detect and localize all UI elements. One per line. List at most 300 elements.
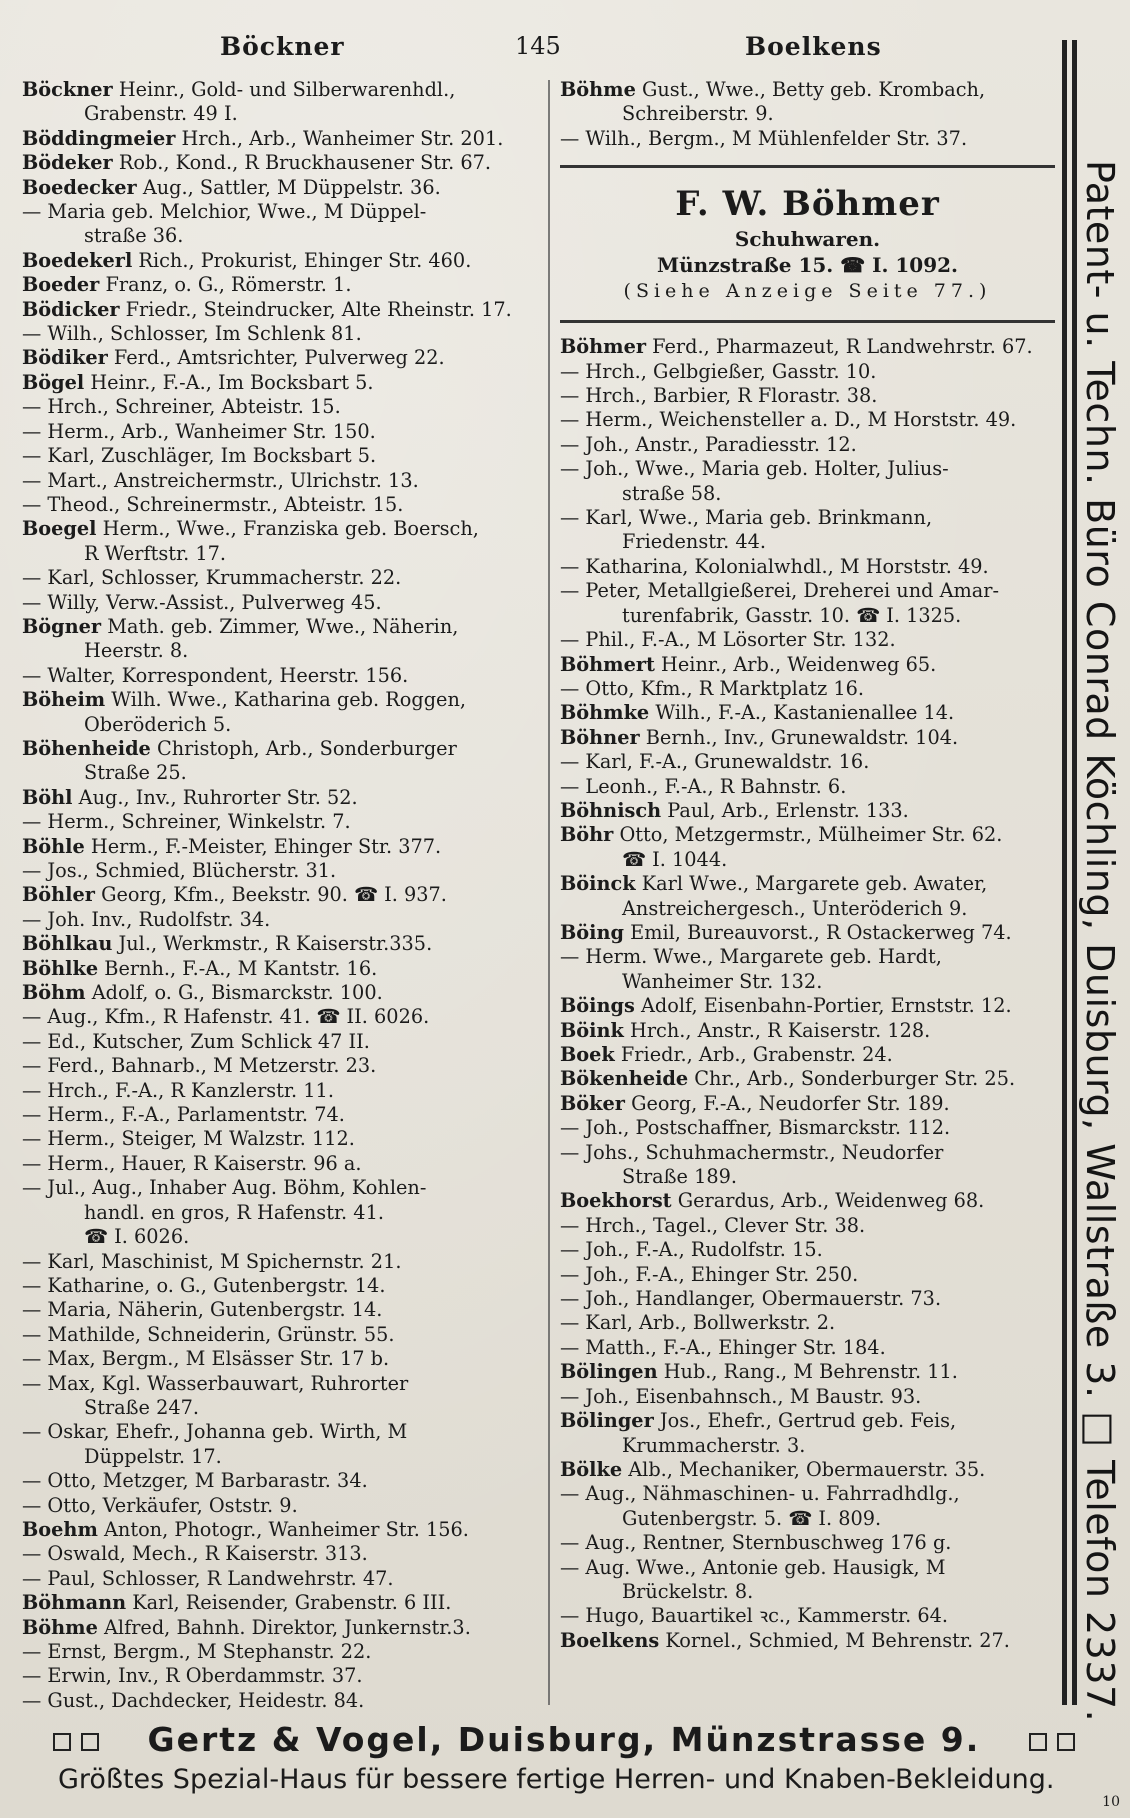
directory-entry [22,1127,547,1151]
directory-entry [560,1482,1055,1531]
entry-first-line [22,176,547,200]
entry-first-line [560,1141,1055,1165]
footer-line2: Größtes Spezial-Haus für bessere fertige Herren- und Knaben-Bekleidung. [58,1764,1055,1795]
entry-details: — Max, Kgl. Wasserbauwart, Ruhrorter [22,1371,409,1395]
entry-first-line [22,249,547,273]
entry-first-line [22,1542,547,1566]
entry-first-line [560,555,1055,579]
directory-entry [22,908,547,932]
entry-first-line [22,1323,547,1347]
entry-details: — Otto, Verkäufer, Oststr. 9. [22,1493,298,1517]
directory-entry [22,151,547,175]
entry-surname: Böhm [22,981,86,1005]
entry-first-line [22,1664,547,1688]
entry-first-line [22,1518,547,1542]
entry-details: — Joh., F.-A., Rudolfstr. 15. [560,1238,823,1262]
entry-details: — Karl, Wwe., Maria geb. Brinkmann, [560,506,933,530]
directory-entry [22,1567,547,1591]
entry-first-line [22,298,547,322]
entry-continuation: Heerstr. 8. [84,639,189,663]
directory-entry [560,1409,1055,1458]
directory-entry [560,799,1055,823]
entry-details: — Wilh., Bergm., M Mühlenfelder Str. 37. [560,126,968,150]
entry-first-line [560,1604,1055,1628]
entry-first-line [560,1263,1055,1287]
directory-entry [560,1238,1055,1262]
entry-details: Karl, Reisender, Grabenstr. 6 III. [126,1591,452,1615]
directory-entry [560,433,1055,457]
entry-details: Ferd., Pharmazeut, R Landwehrstr. 67. [646,335,1033,359]
entry-details: — Karl, Zuschläger, Im Bocksbart 5. [22,444,377,468]
entry-details: Herm., Wwe., Franziska geb. Boersch, [96,517,479,541]
directory-entry [22,1274,547,1298]
entry-details: — Herm., Schreiner, Winkelstr. 7. [22,810,351,834]
entry-first-line [560,823,1055,847]
entry-first-line [22,786,547,810]
entry-first-line [560,1189,1055,1213]
entry-details: — Jul., Aug., Inhaber Aug. Böhm, Kohlen- [22,1176,427,1200]
entry-first-line [22,1689,547,1713]
directory-entry [560,1287,1055,1311]
entry-surname: Böhr [560,823,614,847]
directory-entry [560,457,1055,506]
entry-details: — Mart., Anstreichermstr., Ulrichstr. 13. [22,468,419,492]
entry-first-line [22,371,547,395]
entry-first-line [560,775,1055,799]
directory-entry [22,1176,547,1249]
entry-details: Rob., Kond., R Bruckhausener Str. 67. [112,151,492,175]
entry-first-line [560,506,1055,530]
directory-entry [22,1591,547,1615]
entry-continuation: Düppelstr. 17. [84,1444,222,1468]
entry-first-line [22,1347,547,1371]
entry-surname: Boeder [22,273,100,297]
entry-first-line [560,1556,1055,1580]
directory-entry [22,883,547,907]
entry-first-line [560,1311,1055,1335]
entry-details: — Joh., Postschaffner, Bismarckstr. 112. [560,1116,951,1140]
directory-entry [22,1640,547,1664]
entry-continuation: Gutenbergstr. 5. ☎ I. 809. [622,1506,882,1530]
entry-surname: Böddingmeier [22,126,176,150]
entry-details: Alfred, Bahnh. Direktor, Junkernstr.3. [97,1615,471,1639]
entry-first-line [560,1019,1055,1043]
entry-first-line [560,1336,1055,1360]
entry-first-line [22,591,547,615]
entry-first-line [560,1067,1055,1091]
header-last-name: Boelkens [745,32,882,61]
directory-entry [22,981,547,1005]
entry-first-line [22,981,547,1005]
entry-details: Hub., Rang., M Behrenstr. 11. [657,1360,958,1384]
square-icon [1057,1733,1075,1751]
directory-entry [560,1067,1055,1091]
entry-first-line [22,395,547,419]
entry-first-line [22,1176,547,1200]
directory-entry [22,1030,547,1054]
sidebar-advert-text: Patent- u. Techn. Büro Conrad Köchling, Duisburg, Wallstraße 3. □ Telefon 2337. [1078,160,1122,1723]
entry-details: — Ernst, Bergm., M Stephanstr. 22. [22,1640,372,1663]
entry-surname: Böckner [22,78,113,101]
footer-advert [0,1712,1130,1818]
directory-entry [22,1323,547,1347]
directory-entry [22,200,547,249]
entry-surname: Bökenheide [560,1067,689,1091]
sidebar-rule-left [1062,40,1067,1705]
entry-details: — Hrch., Tagel., Clever Str. 38. [560,1213,866,1237]
entry-first-line [560,127,1055,151]
entry-surname: Boedecker [22,175,137,199]
entry-details: Heinr., F.-A., Im Bocksbart 5. [84,370,374,394]
entry-surname: Böhner [560,725,640,749]
entry-details: Alb., Mechaniker, Obermauerstr. 35. [622,1457,986,1481]
entry-continuation: Straße 25. [84,761,187,785]
folio-number: 10 [1102,1794,1120,1810]
entry-details: — Hugo, Bauartikel ꝛc., Kammerstr. 64. [560,1604,949,1628]
directory-entry [22,1054,547,1078]
entry-details: Franz, o. G., Römerstr. 1. [99,273,352,297]
entry-first-line [22,883,547,907]
directory-entry [560,1556,1055,1605]
entry-details: — Joh., Anstr., Paradiesstr. 12. [560,432,857,456]
entry-surname: Böhlkau [22,932,113,956]
left-column [22,78,547,1713]
entry-first-line [22,493,547,517]
footer-line1: Gertz & Vogel, Duisburg, Münzstrasse 9. [147,1720,981,1759]
entry-surname: Boegel [22,517,97,541]
directory-entry [560,78,1055,127]
entry-details: Rich., Prokurist, Ehinger Str. 460. [132,248,472,272]
directory-entry [22,298,547,322]
entry-details: Wilh. Wwe., Katharina geb. Roggen, [105,688,467,712]
entry-continuation: Oberöderich 5. [84,712,232,736]
entry-details: — Jos., Schmied, Blücherstr. 31. [22,859,337,882]
entry-first-line [560,1116,1055,1140]
entry-first-line [22,1103,547,1127]
sidebar-rule-inner [1072,40,1077,1705]
directory-entry [22,591,547,615]
entry-first-line [560,433,1055,457]
directory-entry [22,371,547,395]
entry-surname: Böhlke [22,956,99,980]
entry-details: Otto, Metzgermstr., Mülheimer Str. 62. [613,823,1003,847]
directory-entry [560,945,1055,994]
entry-first-line [22,420,547,444]
entry-continuation: Brückelstr. 8. [622,1579,754,1603]
entry-details: — Wilh., Schlosser, Im Schlenk 81. [22,322,362,346]
entry-first-line [22,1250,547,1274]
entry-surname: Boedekerl [22,248,133,272]
entry-first-line [22,908,547,932]
directory-entry [560,1189,1055,1213]
entry-surname: Boek [560,1043,615,1066]
directory-entry [22,1372,547,1421]
entry-details: Emil, Bureauvorst., R Ostackerweg 74. [623,920,1012,944]
directory-entry [560,408,1055,432]
entry-details: — Otto, Kfm., R Marktplatz 16. [560,676,865,700]
entry-details: — Karl, Arb., Bollwerkstr. 2. [560,1311,836,1335]
entry-surname: Boelkens [560,1628,660,1652]
entry-details: Jos., Ehefr., Gertrud geb. Feis, [653,1409,957,1433]
entry-details: — Herm., Arb., Wanheimer Str. 150. [22,419,376,443]
square-icon [53,1733,71,1751]
entry-details: Gerardus, Arb., Weidenweg 68. [671,1189,985,1213]
entry-details: — Willy, Verw.-Assist., Pulverweg 45. [22,590,382,614]
entry-surname: Bölinger [560,1409,654,1433]
directory-entry [22,127,547,151]
entry-details: Friedr., Steindrucker, Alte Rheinstr. 17. [119,297,512,321]
directory-entry [560,726,1055,750]
entry-first-line [22,1372,547,1396]
entry-details: — Herm., F.-A., Parlamentstr. 74. [22,1103,345,1127]
right-entries-top [560,78,1055,151]
entry-details: — Maria geb. Melchior, Wwe., M Düppel- [22,200,427,224]
entry-first-line [22,322,547,346]
directory-entry [560,555,1055,579]
entry-details: — Karl, F.-A., Grunewaldstr. 16. [560,750,870,774]
entry-surname: Boekhorst [560,1189,672,1213]
entry-details: — Joh., Wwe., Maria geb. Holter, Julius- [560,457,949,481]
directory-entry [560,1531,1055,1555]
entry-details: Gust., Wwe., Betty geb. Krombach, [635,78,986,101]
entry-first-line [22,127,547,151]
directory-entry [22,1298,547,1322]
entry-details: — Gust., Dachdecker, Heidestr. 84. [22,1688,365,1712]
entry-first-line [560,921,1055,945]
entry-details: Heinr., Arb., Weidenweg 65. [654,652,937,676]
directory-entry [560,335,1055,359]
entry-surname: Bölke [560,1457,623,1481]
entry-first-line [22,1005,547,1029]
directory-entry [22,469,547,493]
entry-first-line [22,1152,547,1176]
directory-entry [22,1469,547,1493]
entry-first-line [560,701,1055,725]
directory-entry [22,810,547,834]
entry-surname: Bödiker [22,346,108,370]
right-column [560,78,1055,1653]
entry-details: — Joh., Handlanger, Obermauerstr. 73. [560,1287,942,1311]
directory-entry [560,872,1055,921]
entry-details: — Herm. Wwe., Margarete geb. Hardt, [560,945,942,969]
entry-continuation: turenfabrik, Gasstr. 10. ☎ I. 1325. [622,603,962,627]
entry-first-line [560,726,1055,750]
entry-first-line [22,273,547,297]
entry-first-line [22,1469,547,1493]
entry-first-line [22,859,547,883]
entry-surname: Böhme [560,78,636,101]
entry-continuation: Anstreichergesch., Unteröderich 9. [622,896,968,920]
entry-details: — Max, Bergm., M Elsässer Str. 17 b. [22,1347,390,1371]
entry-details: Georg, Kfm., Beekstr. 90. ☎ I. 937. [94,883,447,907]
entry-first-line [560,360,1055,384]
directory-entry [560,1019,1055,1043]
entry-continuation: Wanheimer Str. 132. [622,969,823,993]
entry-first-line [560,579,1055,603]
entry-details: — Aug. Wwe., Antonie geb. Hausigk, M [560,1555,946,1579]
entry-first-line [22,1298,547,1322]
entry-details: — Karl, Schlosser, Krummacherstr. 22. [22,566,402,590]
header-first-name: Böckner [220,32,345,61]
entry-details: Adolf, Eisenbahn-Portier, Ernststr. 12. [634,994,1012,1018]
entry-surname: Böhler [22,883,95,907]
entry-surname: Bödeker [22,151,113,175]
entry-first-line [22,1420,547,1444]
directory-entry [22,1005,547,1029]
directory-entry [560,994,1055,1018]
entry-continuation: straße 58. [622,481,722,505]
advert-address: Münzstraße 15. ☎ I. 1092. [657,253,958,278]
entry-continuation: Friedenstr. 44. [622,530,767,554]
directory-entry [560,360,1055,384]
directory-entry [22,1518,547,1542]
entry-first-line [22,151,547,175]
entry-details: Christoph, Arb., Sonderburger [150,736,457,760]
entry-details: Georg, F.-A., Neudorfer Str. 189. [624,1091,950,1115]
entry-first-line [560,384,1055,408]
directory-entry [560,750,1055,774]
entry-surname: Bögner [22,614,102,638]
entry-details: Heinr., Gold- und Silberwarenhdl., [112,78,456,101]
entry-first-line [560,1482,1055,1506]
entry-first-line [22,664,547,688]
entry-first-line [560,335,1055,359]
directory-entry [22,1347,547,1371]
entry-details: Kornel., Schmied, M Behrenstr. 27. [659,1628,1010,1652]
entry-surname: Böhme [22,1615,98,1639]
entry-details: Paul, Arb., Erlenstr. 133. [661,798,909,822]
entry-details: — Hrch., Gelbgießer, Gasstr. 10. [560,359,877,383]
entry-first-line [22,688,547,712]
entry-details: — Mathilde, Schneiderin, Grünstr. 55. [22,1322,395,1346]
entry-first-line [22,835,547,859]
entry-first-line [22,78,547,102]
entry-continuation: Schreiberstr. 9. [622,102,774,126]
directory-entry [22,493,547,517]
advert-subtitle: Schuhwaren. [734,227,881,252]
entry-details: — Ferd., Bahnarb., M Metzerstr. 23. [22,1054,377,1078]
column-divider [548,80,550,1705]
entry-first-line [560,1531,1055,1555]
entry-details: — Herm., Hauer, R Kaiserstr. 96 a. [22,1151,362,1175]
directory-entry [560,701,1055,725]
directory-entry [22,1103,547,1127]
entry-continuation: R Werftstr. 17. [84,541,227,565]
directory-entry [22,1542,547,1566]
entry-details: — Katharine, o. G., Gutenbergstr. 14. [22,1273,386,1297]
directory-entry [22,566,547,590]
entry-details: Bernh., F.-A., M Kantstr. 16. [98,956,378,980]
entry-surname: Böhmert [560,652,655,676]
entry-first-line [22,1030,547,1054]
entry-first-line [22,957,547,981]
directory-entry [560,921,1055,945]
entry-first-line [560,1360,1055,1384]
directory-entry [560,628,1055,652]
directory-entry [560,1360,1055,1384]
directory-entry [560,127,1055,151]
directory-entry [560,775,1055,799]
entry-details: Aug., Sattler, M Düppelstr. 36. [136,175,441,199]
entry-first-line [22,1274,547,1298]
entry-details: — Aug., Kfm., R Hafenstr. 41. ☎ II. 6026. [22,1005,430,1029]
entry-details: — Paul, Schlosser, R Landwehrstr. 47. [22,1566,394,1590]
entry-details: — Leonh., F.-A., R Bahnstr. 6. [560,774,847,798]
directory-entry [22,737,547,786]
entry-details: — Theod., Schreinermstr., Abteistr. 15. [22,492,404,516]
entry-continuation: Straße 189. [622,1165,738,1189]
directory-entry [22,1250,547,1274]
directory-entry [22,1664,547,1688]
directory-entry [22,517,547,566]
entry-details: — Phil., F.-A., M Lösorter Str. 132. [560,628,896,652]
entry-first-line [22,1127,547,1151]
directory-entry [560,1311,1055,1335]
entry-details: Friedr., Arb., Grabenstr. 24. [614,1043,893,1066]
right-entries [560,335,1055,1653]
entry-continuation: ☎ I. 1044. [622,847,728,871]
entry-first-line [22,1567,547,1591]
entry-first-line [22,1494,547,1518]
page-header [0,28,1045,62]
directory-entry [560,579,1055,628]
entry-surname: Böhle [22,834,85,858]
entry-continuation: ☎ I. 6026. [84,1225,190,1249]
directory-entry [560,823,1055,872]
advert-title: F. W. Böhmer [675,184,940,225]
entry-surname: Böhenheide [22,736,151,760]
entry-first-line [560,1458,1055,1482]
directory-entry [560,1092,1055,1116]
directory-entry [22,176,547,200]
entry-details: — Erwin, Inv., R Oberdammstr. 37. [22,1664,363,1688]
entry-surname: Böink [560,1018,624,1042]
directory-entry [22,932,547,956]
entry-details: — Matth., F.-A., Ehinger Str. 184. [560,1335,886,1359]
entry-first-line [22,444,547,468]
entry-details: Herm., F.-Meister, Ehinger Str. 377. [84,834,442,858]
square-icon [81,1733,99,1751]
directory-entry [560,1263,1055,1287]
directory-entry [22,78,547,127]
entry-first-line [22,566,547,590]
entry-details: — Otto, Metzger, M Barbarastr. 34. [22,1469,368,1493]
entry-first-line [560,1043,1055,1067]
entry-details: — Joh., F.-A., Ehinger Str. 250. [560,1262,859,1286]
directory-entry [560,1385,1055,1409]
entry-details: Wilh., F.-A., Kastanienallee 14. [649,701,955,725]
entry-details: Karl Wwe., Margarete geb. Awater, [635,872,988,896]
entry-details: — Herm., Steiger, M Walzstr. 112. [22,1127,355,1151]
directory-entry [22,273,547,297]
entry-details: — Joh. Inv., Rudolfstr. 34. [22,907,271,931]
entry-details: — Aug., Rentner, Sternbuschweg 176 g. [560,1531,952,1555]
entry-first-line [560,677,1055,701]
directory-entry [560,1214,1055,1238]
entry-surname: Böings [560,994,635,1018]
directory-entry [560,1458,1055,1482]
entry-first-line [560,1238,1055,1262]
entry-first-line [560,628,1055,652]
directory-entry [22,835,547,859]
directory-entry [22,688,547,737]
entry-first-line [22,932,547,956]
entry-first-line [560,1092,1055,1116]
entry-first-line [560,994,1055,1018]
entry-first-line [22,1591,547,1615]
entry-first-line [560,78,1055,102]
directory-entry [22,957,547,981]
